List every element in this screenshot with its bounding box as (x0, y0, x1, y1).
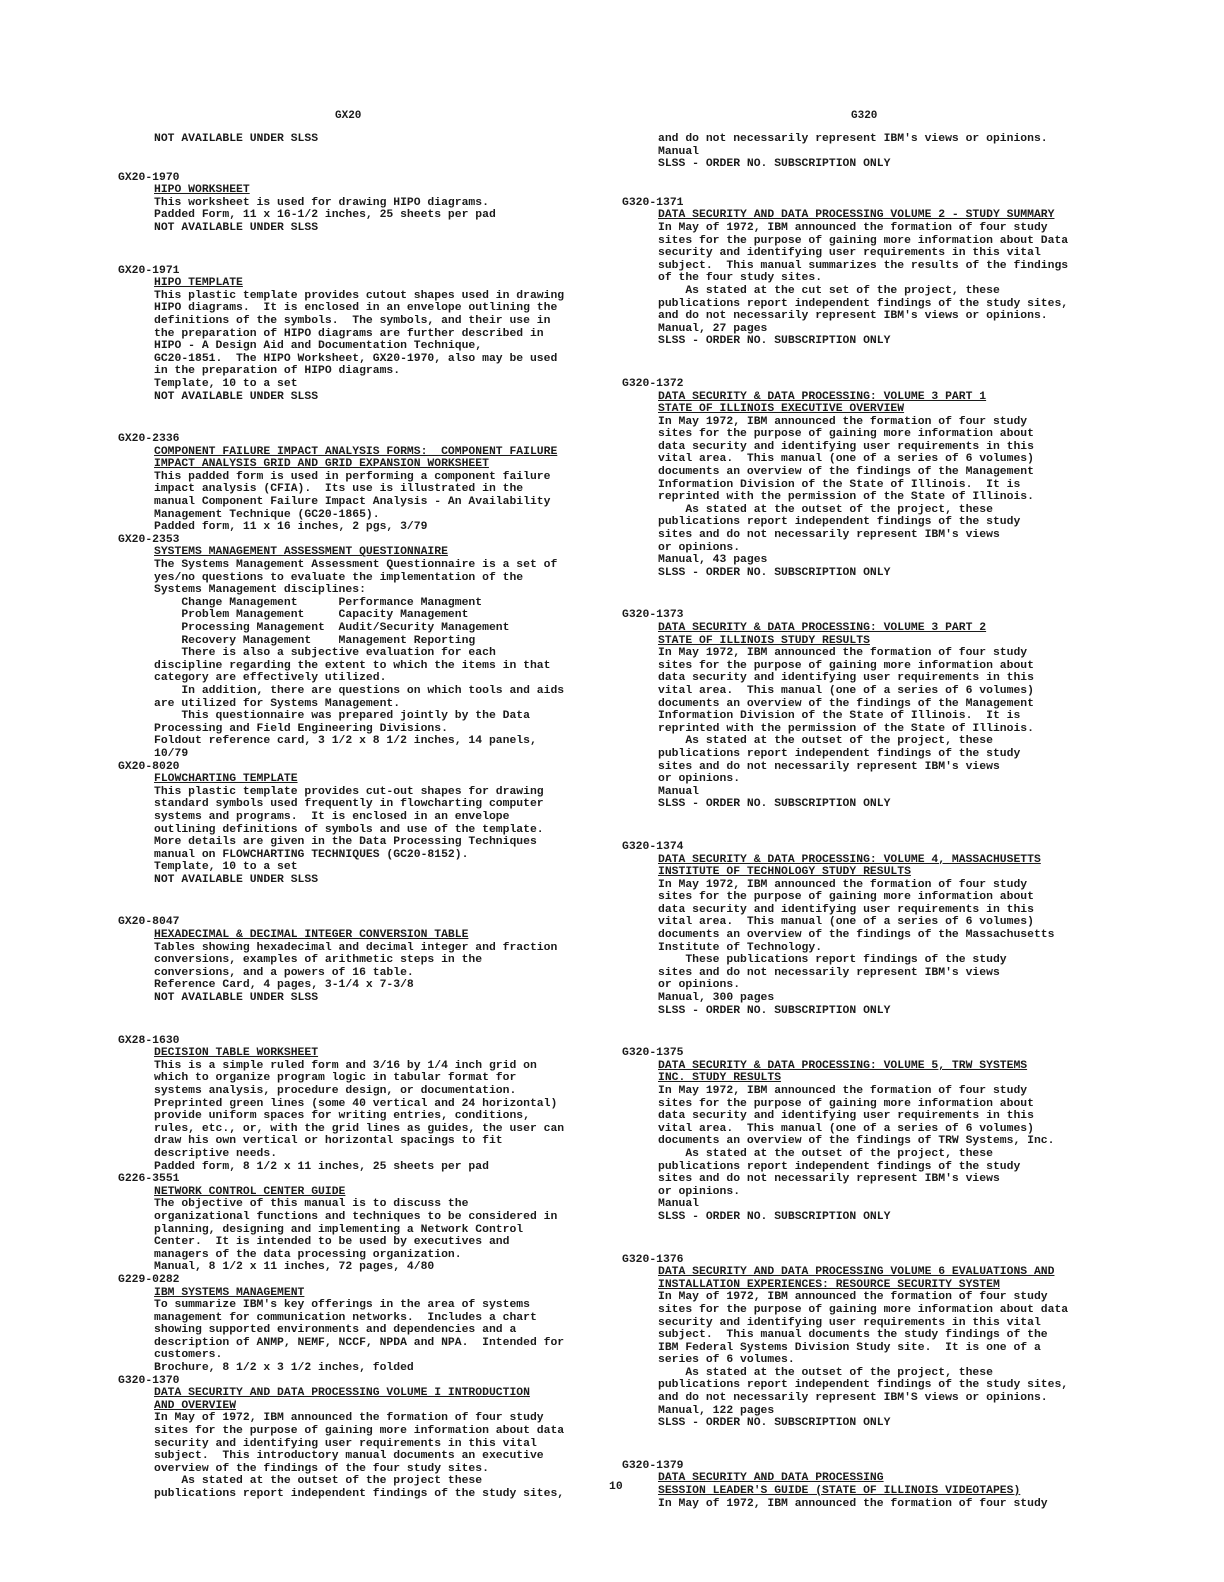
form-number: G320-1372 (622, 377, 684, 390)
entry-title: DECISION TABLE WORKSHEET (154, 1047, 319, 1060)
entry-description: This plastic template provides cutout shapes used in drawing HIPO diagrams. It is enclosed in an envelope outlining the definitions of the symbols. The symbols, and their use in the preparation of HIPO diagrams are further described in HIPO - A Design Aid and Documentation Technique, GC20-1851. The HIPO Worksheet, GX20-1970, also may be used in the preparation of HIPO diagrams. Template, 10 to a set NOT AVAILABLE UNDER SLSS (154, 289, 565, 403)
catalog-entry (118, 1173, 638, 1274)
catalog-entry (118, 433, 638, 534)
entry-title: DATA SECURITY & DATA PROCESSING: VOLUME 4, MASSACHUSETTS INSTITUTE OF TECHNOLOGY STUDY RESULTS (658, 853, 1041, 879)
entry-description: In May 1972, IBM announced the formation of four study sites for the purpose of gaining more information about data security and identifying user requirements in this vital area. This manual (one of a series of 6 volumes) documents an overview of the findings of the Management Information Division of the State of Illinois. It is reprinted with the permission of the State of Illinois. As stated at the outset of the project, these publications report independent findings of the study sites and do not necessarily represent IBM's views or opinions. Manual, 43 pages SLSS - ORDER NO. SUBSCRIPTION ONLY (658, 415, 1034, 579)
form-number: GX20-8020 (118, 760, 180, 773)
entry-title: DATA SECURITY AND DATA PROCESSING VOLUME 2 - STUDY SUMMARY (658, 209, 1055, 222)
catalog-entry (118, 265, 638, 404)
form-number: GX20-8047 (118, 916, 180, 929)
entry-title: DATA SECURITY & DATA PROCESSING: VOLUME 5, TRW SYSTEMS INC. STUDY RESULTS (658, 1059, 1028, 1085)
left-column-header: GX20 (335, 110, 362, 122)
form-number: GX28-1630 (118, 1034, 180, 1047)
entry-title: NETWORK CONTROL CENTER GUIDE (154, 1185, 346, 1198)
right-column (622, 133, 1142, 1510)
entry-title: HIPO WORKSHEET (154, 184, 250, 197)
entry-description: In May 1972, IBM announced the formation of four study sites for the purpose of gaining more information about data security and identifying user requirements in this vital area. This manual (one of a series of 6 volumes) documents an overview of the findings of the Management Information Division of the State of Illinois. It is reprinted with the permission of the State of Illinois. As stated at the outset of the project, these publications report independent findings of the study sites and do not necessarily represent IBM's views or opinions. Manual SLSS - ORDER NO. SUBSCRIPTION ONLY (658, 647, 1034, 811)
entry-title: FLOWCHARTING TEMPLATE (154, 773, 298, 786)
entry-title: HEXADECIMAL & DECIMAL INTEGER CONVERSION TABLE (154, 929, 469, 942)
form-number: G229-0282 (118, 1273, 180, 1286)
form-number: GX20-2336 (118, 433, 180, 446)
entry-title: DATA SECURITY AND DATA PROCESSING VOLUME 6 EVALUATIONS AND INSTALLATION EXPERIENCES: RESOURCE SECURITY SYSTEM (658, 1266, 1055, 1291)
entry-description: In May 1972, IBM announced the formation of four study sites for the purpose of gaining more information about data security and identifying user requirements in this vital area. This manual (one of a series of 6 volumes) documents an overview of the findings of the Massachusetts Institute of Technology. These publications report findings of the study sites and do not necessarily represent IBM's views or opinions. Manual, 300 pages SLSS - ORDER NO. SUBSCRIPTION ONLY (658, 878, 1055, 1017)
form-number: G320-1376 (622, 1253, 684, 1266)
entry-description: The Systems Management Assessment Questionnaire is a set of yes/no questions to evaluate the implementation of the Systems Management disciplines: Change Management Performance Managment Problem Management Capacity Management Processing Management Audit/Security Management Recovery Management Management Reporting There is also a subjective evaluation for each discipline regarding the extent to which the items in that category are effectively utilized. In addition, there are questions on which tools and aids are utilized for Systems Management. This questionnaire was prepared jointly by the Data Processing and Field Engineering Divisions. Foldout reference card, 3 1/2 x 8 1/2 inches, 14 panels, 10/79 (154, 559, 565, 760)
form-number: G320-1379 (622, 1459, 684, 1472)
catalog-entry (118, 1274, 638, 1375)
catalog-entry (118, 916, 638, 1004)
entry-description: This padded form is used in performing a component failure impact analysis (CFIA). Its use is illustrated in the manual Component Failure Impact Analysis - An Availability Management Technique (GC20-1865). Padded form, 11 x 16 inches, 2 pgs, 3/79 (154, 470, 551, 534)
entry-description: In May of 1972, IBM announced the formation of four study sites for the purpose of gaining more information about data security and identifying user requirements in this vital subject. This introductory manual documents an executive overview of the findings of the four study sites. As stated at the outset of the project these publications report independent findings of the study sites, (154, 1412, 565, 1500)
form-number: GX20-1970 (118, 171, 180, 184)
entry-title: DATA SECURITY & DATA PROCESSING: VOLUME 3 PART 1 STATE OF ILLINOIS EXECUTIVE OVERVIEW (658, 390, 987, 416)
entry-description: This worksheet is used for drawing HIPO diagrams. Padded Form, 11 x 16-1/2 inches, 25 sheets per pad NOT AVAILABLE UNDER SLSS (154, 196, 496, 234)
catalog-entry (118, 534, 638, 761)
entry-title: SYSTEMS MANAGEMENT ASSESSMENT QUESTIONNAIRE (154, 546, 448, 559)
catalog-entry (622, 1254, 1142, 1430)
form-number: G320-1375 (622, 1047, 684, 1060)
left-intro: NOT AVAILABLE UNDER SLSS (154, 133, 319, 145)
page-number: 10 (609, 1481, 623, 1493)
form-number: G320-1373 (622, 609, 684, 622)
entry-description: In May 1972, IBM announced the formation of four study sites for the purpose of gaining more information about data security and identifying user requirements in this vital area. This manual (one of a series of 6 volumes) documents an overview of the findings of TRW Systems, Inc. As stated at the outset of the project, these publications report independent findings of the study sites and do not necessarily represent IBM's views or opinions. Manual SLSS - ORDER NO. SUBSCRIPTION ONLY (658, 1085, 1055, 1223)
entry-description: This plastic template provides cut-out shapes for drawing standard symbols used frequently in flowcharting computer systems and programs. It is enclosed in an envelope outlining definitions of symbols and use of the template. More details are given in the Data Processing Techniques manual on FLOWCHARTING TECHNIQUES (GC20-8152). Template, 10 to a set NOT AVAILABLE UNDER SLSS (154, 785, 544, 886)
catalog-entry (622, 841, 1142, 1017)
catalog-entry (622, 197, 1142, 348)
entry-description: Tables showing hexadecimal and decimal integer and fraction conversions, examples of arithmetic steps in the conversions, and a powers of 16 table. Reference Card, 4 pages, 3-1/4 x 7-3/8 NOT AVAILABLE UNDER SLSS (154, 941, 558, 1005)
catalog-entry (622, 609, 1142, 811)
form-number: G320-1374 (622, 840, 684, 853)
entry-description: The objective of this manual is to discuss the organizational functions and techniques to be considered in planning, designing and implementing a Network Control Center. It is intended to be used by executives and managers of the data processing organization. Manual, 8 1/2 x 11 inches, 72 pages, 4/80 (154, 1198, 558, 1274)
form-number: GX20-1971 (118, 264, 180, 277)
entry-title: DATA SECURITY AND DATA PROCESSING SESSION LEADER'S GUIDE (STATE OF ILLINOIS VIDEOTAPES) (658, 1472, 1021, 1498)
form-number: G320-1371 (622, 196, 684, 209)
catalog-entry (118, 1375, 638, 1501)
catalog-entry (622, 1460, 1142, 1510)
right-intro: and do not necessarily represent IBM's views or opinions. Manual SLSS - ORDER NO. SUBSCRIPTION ONLY (658, 133, 1048, 171)
catalog-entry (118, 172, 638, 235)
entry-title: DATA SECURITY & DATA PROCESSING: VOLUME 3 PART 2 STATE OF ILLINOIS STUDY RESULTS (658, 622, 987, 647)
entry-description: In May of 1972, IBM announced the formation of four study (658, 1497, 1048, 1510)
form-number: G320-1370 (118, 1374, 180, 1387)
entry-title: HIPO TEMPLATE (154, 277, 243, 290)
catalog-entry (118, 1035, 638, 1174)
right-column-header: G320 (851, 110, 878, 122)
entry-title: IBM SYSTEMS MANAGEMENT (154, 1286, 305, 1299)
entry-title: COMPONENT FAILURE IMPACT ANALYSIS FORMS: COMPONENT FAILURE IMPACT ANALYSIS GRID AND GRID EXPANSION WORKSHEET (154, 445, 558, 471)
left-column (118, 133, 638, 1501)
entry-description: In May of 1972, IBM announced the formation of four study sites for the purpose of gaining more information about data security and identifying user requirements in this vital subject. This manual documents the study findings of the IBM Federal Systems Division Study site. It is one of a series of 6 volumes. As stated at the outset of the project, these publications report independent findings of the study sites, and do not necessarily represent IBM'S views or opinions. Manual, 122 pages SLSS - ORDER NO. SUBSCRIPTION ONLY (658, 1291, 1069, 1430)
form-number: G226-3551 (118, 1173, 180, 1186)
entry-description: This is a simple ruled form and 3/16 by 1/4 inch grid on which to organize program logic in tabular format for systems analysis, procedure design, or documentation. Preprinted green lines (some 40 vertical and 24 horizontal) provide uniform spaces for writing entries, conditions, rules, etc., or, with the grid lines as guides, the user can draw his own vertical or horizontal spacings to fit descriptive needs. Padded form, 8 1/2 x 11 inches, 25 sheets per pad (154, 1059, 565, 1173)
catalog-entry (622, 378, 1142, 580)
catalog-entry (118, 761, 638, 887)
form-number: GX20-2353 (118, 533, 180, 546)
catalog-entry (622, 1047, 1142, 1223)
entry-title: DATA SECURITY AND DATA PROCESSING VOLUME I INTRODUCTION AND OVERVIEW (154, 1387, 530, 1412)
entry-description: In May of 1972, IBM announced the formation of four study sites for the purpose of gaining more information about Data security and identifying user requirements in this vital subject. This manual summarizes the results of the findings of the four study sites. As stated at the cut set of the project, these publications report independent findings of the study sites, and do not necessarily represent IBM's views or opinions. Manual, 27 pages SLSS - ORDER NO. SUBSCRIPTION ONLY (658, 221, 1069, 348)
entry-description: To summarize IBM's key offerings in the area of systems management for communication networks. Includes a chart showing supported environments and dependencies and a description of ANMP, NEMF, NCCF, NPDA and NPA. Intended for customers. Brochure, 8 1/2 x 3 1/2 inches, folded (154, 1299, 565, 1375)
